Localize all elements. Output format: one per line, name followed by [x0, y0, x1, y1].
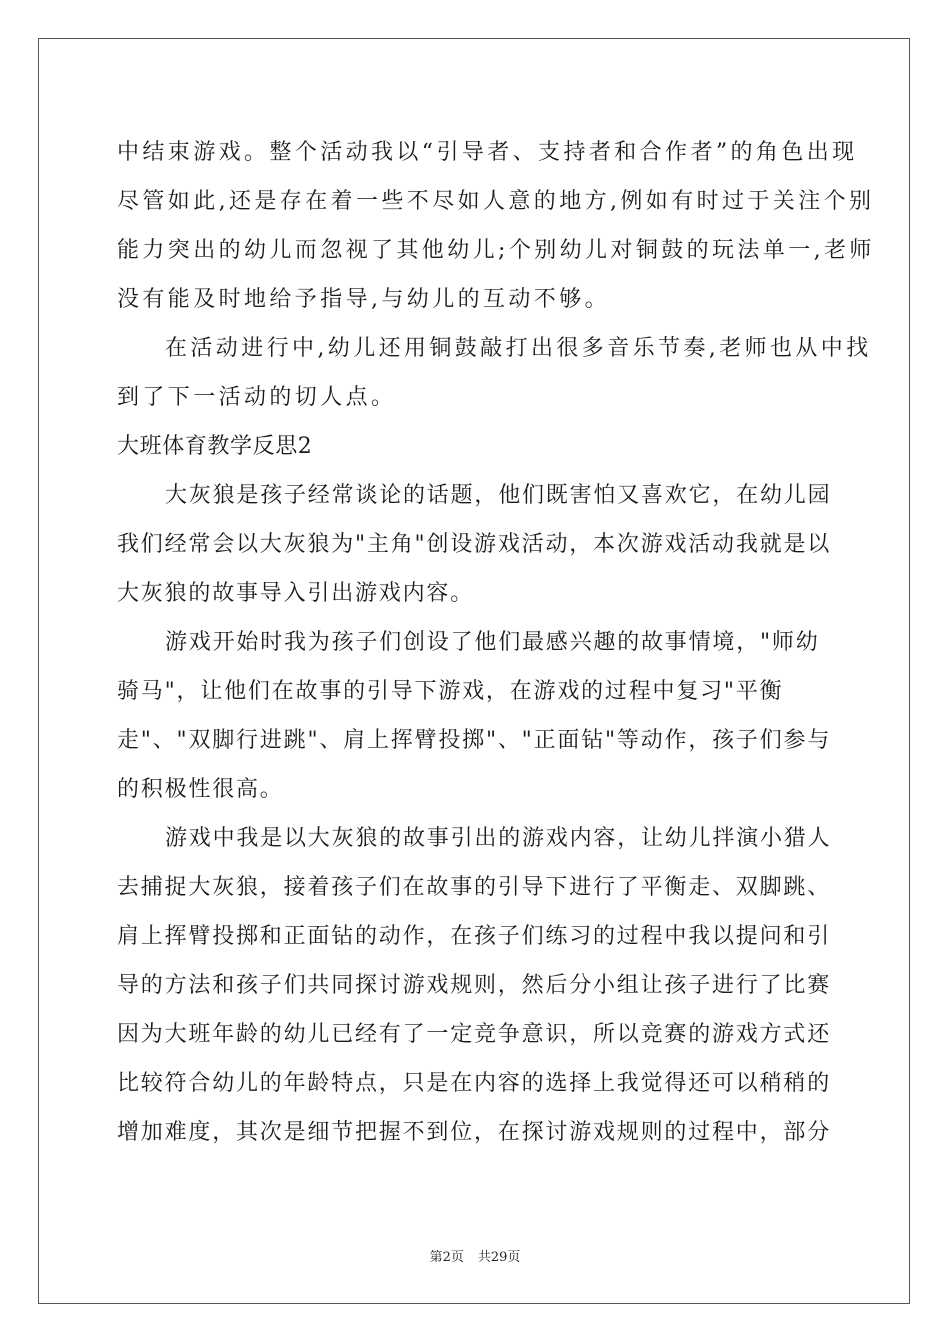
text-line: 在活动进行中,幼儿还用铜鼓敲打出很多音乐节奏,老师也从中找 [165, 336, 872, 361]
page-number-total: 共29页 [477, 1250, 521, 1265]
text-line: 能力突出的幼儿而忽视了其他幼儿;个别幼儿对铜鼓的玩法单一,老师 [117, 238, 875, 263]
page-number-current: 第2页 [429, 1250, 464, 1265]
text-line: 中结束游戏。整个活动我以“引导者、支持者和合作者”的角色出现 [117, 140, 858, 165]
text-line: 的积极性很高。 [117, 777, 284, 802]
text-line: 走"、"双脚行进跳"、肩上挥臂投掷"、"正面钻"等动作，孩子们参与 [117, 728, 832, 753]
text-line: 因为大班年龄的幼儿已经有了一定竞争意识，所以竞赛的游戏方式还 [117, 1022, 832, 1047]
text-line: 导的方法和孩子们共同探讨游戏规则，然后分小组让孩子进行了比赛 [117, 973, 832, 998]
text-line: 游戏开始时我为孩子们创设了他们最感兴趣的故事情境，"师幼 [165, 630, 820, 655]
text-line: 比较符合幼儿的年龄特点，只是在内容的选择上我觉得还可以稍稍的 [117, 1071, 832, 1096]
text-line: 尽管如此,还是存在着一些不尽如人意的地方,例如有时过于关注个别 [117, 189, 875, 214]
text-line: 骑马"，让他们在故事的引导下游戏，在游戏的过程中复习"平衡 [117, 679, 784, 704]
text-line: 我们经常会以大灰狼为"主角"创设游戏活动，本次游戏活动我就是以 [117, 532, 832, 557]
text-line: 肩上挥臂投掷和正面钻的动作，在孩子们练习的过程中我以提问和引 [117, 924, 832, 949]
text-line: 游戏中我是以大灰狼的故事引出的游戏内容，让幼儿拌演小猎人 [165, 826, 832, 851]
text-line: 去捕捉大灰狼，接着孩子们在故事的引导下进行了平衡走、双脚跳、 [117, 875, 832, 900]
text-line: 大灰狼是孩子经常谈论的话题，他们既害怕又喜欢它，在幼儿园 [165, 483, 832, 508]
text-line: 没有能及时地给予指导,与幼儿的互动不够。 [117, 287, 610, 312]
page-footer [0, 1246, 950, 1265]
text-line: 大灰狼的故事导入引出游戏内容。 [117, 581, 475, 606]
text-line: 增加难度，其次是细节把握不到位，在探讨游戏规则的过程中，部分 [117, 1120, 832, 1145]
text-line: 到了下一活动的切人点。 [117, 385, 397, 410]
section-heading: 大班体育教学反思2 [117, 434, 313, 459]
document-body [117, 128, 875, 1157]
